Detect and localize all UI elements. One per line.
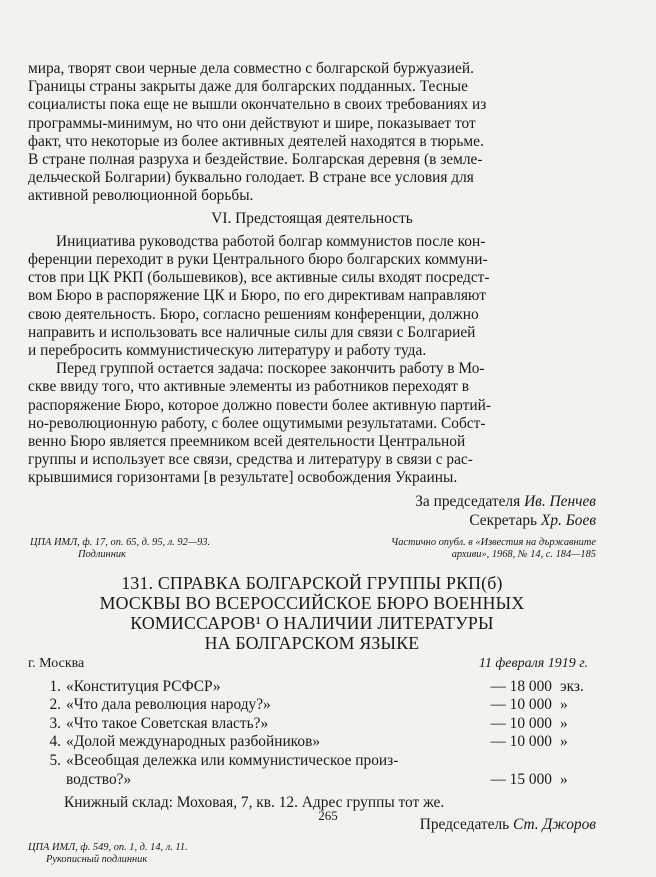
quantity-value: — 10 000 [490,714,552,732]
text-line: но-революционную работу, с более ощутимыми результатами. Собст- [28,414,486,432]
title-line: КОМИССАРОВ¹ О НАЛИЧИИ ЛИТЕРАТУРЫ [130,612,494,633]
text-line: программы-минимум, но что они действуют и шире, показывает тот [28,114,476,132]
item-number: 4. [49,733,61,751]
page-number: 265 [318,808,338,823]
quantity-unit: экз. [560,677,584,695]
quantity-value: — 18 000 [490,677,552,695]
text-line: направить и использовать все наличные силы для связи с Болгарией [28,323,476,341]
text-line: ференции переходит в руки Центрального бюро болгарских коммуни- [28,251,488,269]
publication-line: архиви», 1968, № 14, с. 184—185 [451,548,596,560]
text-line: социалисты пока еще не вышли окончательно в своих требованиях из [28,96,487,114]
text-line: Границы страны закрыты даже для болгарских подданных. Тесные [28,78,468,96]
text-line: крывшимися горизонтами [в результате] освобождения Украины. [28,469,458,487]
item-title: «Что такое Советская власть?» [66,714,269,732]
publication-line: Частично опубл. в «Известия на държавните [391,536,596,548]
item-quantity [466,733,596,752]
archive-source-line: ЦПА ИМЛ, ф. 17, оп. 65, д. 95, л. 92—93. [30,536,211,548]
archive-source-type: Рукописный подлинник [46,854,148,866]
signature-role: Секретарь [469,511,538,529]
quantity-value: — 15 000 [490,770,552,788]
quantity-unit: » [560,714,568,732]
text-line: факт, что некоторые из более активных деятелей находятся в тюрьме. [28,132,484,150]
text-line: Инициатива руководства работой болгар коммунистов после кон- [56,232,486,250]
item-title: «Конституция РСФСР» [66,677,221,695]
text-line: стов при ЦК РКП (большевиков), все активные силы входят посредст- [28,269,490,287]
item-number: 2. [49,696,61,714]
quantity-value: — 10 000 [490,696,552,714]
list-item [28,678,596,697]
item-title: «Долой международных разбойников» [66,733,321,751]
list-item [28,733,596,752]
list-item [28,715,596,734]
archive-source [28,537,210,561]
signature-block [28,492,596,530]
publication-note [391,537,596,561]
signature-role: За председателя [415,492,521,510]
item-number: 5. [49,752,61,770]
signature-line [28,511,596,530]
text-line: дельческой Болгарии) буквально голодает. В стране все условия для [28,169,474,187]
item-quantity [466,696,596,715]
signature-line [28,492,596,511]
quantity-unit: » [560,770,568,788]
list-item [28,696,596,715]
text-line: мира, творят свои черные дела совместно с болгарской буржуазией. [28,60,474,77]
signature-name: Ив. Пенчев [524,492,596,510]
text-line: свою деятельность. Бюро, согласно решениям конференции, должно [28,305,479,323]
title-line: МОСКВЫ ВО ВСЕРОССИЙСКОЕ БЮРО ВОЕННЫХ [99,592,525,613]
text-line: Перед группой остается задача: поскорее закончить работу в Мо- [56,360,485,378]
quantity-unit: » [560,696,568,714]
archive-source-line: ЦПА ИМЛ, ф. 549, оп. 1, д. 14, л. 11. [28,842,188,854]
text-line: вом Бюро в распоряжение ЦК и Бюро, по его директивам направляют [28,287,486,305]
item-quantity [466,715,596,734]
archive-source-type: Подлинник [78,548,126,560]
item-title: «Что дала революция народу?» [66,696,271,714]
list-item [28,752,596,771]
document-title [28,573,596,653]
item-title-continued: водство?» [66,770,132,788]
text-line: и перебросить коммунистическую литературу и работу туда. [28,342,427,360]
text-line: В стране полная разруха и бездействие. Болгарская деревня (в земле- [28,151,483,169]
warehouse-address: Книжный склад: Моховая, 7, кв. 12. Адрес группы тот же. [64,794,445,812]
item-quantity [466,678,596,697]
signature-name: Хр. Боев [540,511,596,529]
section-title: VI. Предстоящая деятельность [211,209,413,227]
archive-reference-2 [28,842,596,866]
intro-paragraph [28,60,596,206]
literature-list [28,678,596,790]
signature-role: Председатель [419,816,510,834]
text-line: группы и использует все связи, средства и литературу в связи с рас- [28,451,473,469]
archive-reference [28,537,596,561]
paragraph-initiative [28,233,596,360]
place: г. Москва [28,655,85,671]
title-line: НА БОЛГАРСКОМ ЯЗЫКЕ [204,632,420,653]
item-number: 3. [49,714,61,732]
item-title: «Всеобщая дележка или коммунистическое произ- [66,752,399,770]
list-item-continuation [28,771,596,790]
title-line: 131. СПРАВКА БОЛГАРСКОЙ ГРУППЫ РКП(б) [121,572,503,593]
item-quantity [466,771,596,790]
text-line: венно Бюро является преемником всей деятельности Центральной [28,433,466,451]
quantity-value: — 10 000 [490,733,552,751]
date: 11 февраля 1919 г. [478,655,588,671]
page-body [28,60,596,866]
text-line: распоряжение Бюро, которое должно повести более активную партий- [28,396,491,414]
place-date [28,656,596,672]
item-number: 1. [49,677,61,695]
paragraph-task [28,360,596,487]
text-line: скве ввиду того, что активные элементы из работников переходят в [28,378,470,396]
signature-name: Ст. Джоров [513,816,596,834]
quantity-unit: » [560,733,568,751]
text-line: активной революционной борьбы. [28,187,254,205]
